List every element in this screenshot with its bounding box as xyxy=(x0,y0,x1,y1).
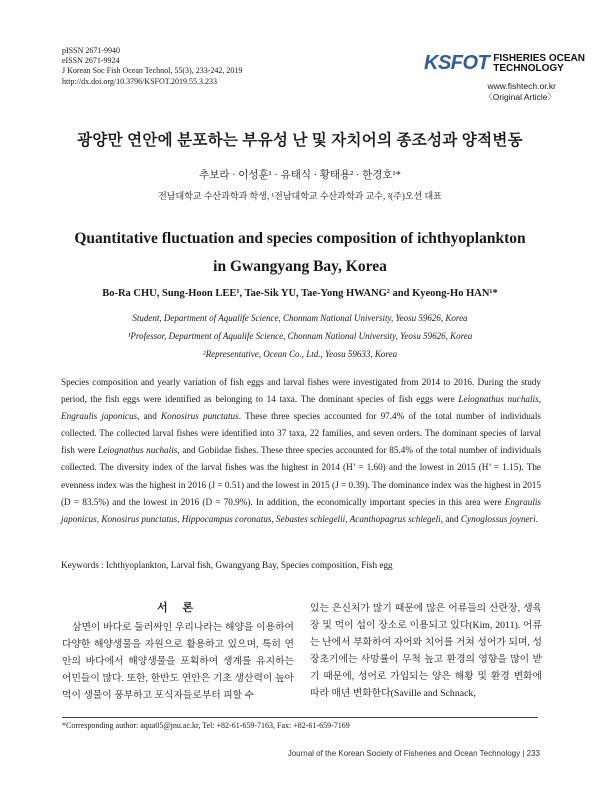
page-footer: Journal of the Korean Society of Fisheries and Ocean Technology | 233 xyxy=(287,749,540,758)
body-column-right xyxy=(310,600,542,703)
logo-wordmark xyxy=(493,54,585,74)
abstract-text: , and Gobiidae fishes. These three species accounted for 85.4% of the total number of individuals collected. The diversity index of the larval fishes was the highest in 2014 (H’ = 1.60) and the lowest in 2015 (H’ = 1.15). The evenness index was the highest in 2016 (J = 0.51) and the lowest in 2015 (J = 0.39). The dominance index was the highest in 2015 (D = 83.5%) and the lowest in 2016 (D = 70.9%). In addition, the economically important species in this area were xyxy=(61,445,541,507)
english-title: Quantitative fluctuation and species composition of ichthyoplankton in Gwangyang Bay, Korea xyxy=(74,230,526,275)
journal-logo-block xyxy=(424,52,585,103)
body-column-left xyxy=(62,600,294,705)
abstract-text: and xyxy=(443,513,461,524)
abstract xyxy=(61,374,541,528)
species-name: Leiognathus nuchalis xyxy=(98,445,178,456)
journal-url[interactable]: www.fishtech.or.kr xyxy=(487,81,556,91)
body-paragraph-left: 삼면이 바다로 둘러싸인 우리나라는 해양을 이용하여 다양한 해양생물을 자원으로 활용하고 있으며, 특히 연안의 바다에서 해양생물을 포획하여 생계를 유지하는 어민들이 많다. 또한, 한반도 연안은 기초 생산력이 높아 먹이 생물이 풍부하고 포식자들로부터 피할 수 xyxy=(62,622,294,702)
abstract-text: , xyxy=(538,394,541,405)
logo-line2: TECHNOLOGY xyxy=(493,62,564,74)
affiliation-2: ¹Professor, Department of Aqualife Science, Chonnam National University, Yeosu 59626, Korea xyxy=(127,331,473,341)
affiliation-3: ²Representative, Ocean Co., Ltd., Yeosu 59633, Korea xyxy=(202,349,398,359)
korean-title: 광양만 연안에 분포하는 부유성 난 및 자치어의 종조성과 양적변동 xyxy=(77,132,523,149)
pissn: pISSN 2671-9940 xyxy=(62,46,121,55)
journal-logo xyxy=(424,52,585,75)
species-name: Cynoglossus joyneri xyxy=(460,513,536,524)
species-name: Konosirus punctatus xyxy=(161,411,239,422)
footnote-divider xyxy=(62,717,538,718)
article-type: 〈Original Article〉 xyxy=(484,92,556,102)
logo-line1: FISHERIES OCEAN xyxy=(493,52,585,64)
keywords: Keywords : Ichthyoplankton, Larval fish, Gwangyang Bay, Species composition, Fish egg xyxy=(61,560,393,570)
abstract-text: . These three species accounted for 97.4% of the total number of individuals collected. The collected larval fishes were identified into 37 taxa, 22 families, and seven orders. The dominant species of larval fish were xyxy=(61,411,542,456)
logo-mark: KSFOT xyxy=(424,52,490,74)
section-heading-introduction: 서 론 xyxy=(156,602,199,614)
citation: J Korean Soc Fish Ocean Technol, 55(3), 233-242, 2019 xyxy=(62,66,243,76)
affiliation-1: Student, Department of Aqualife Science, Chonnam National University, Yeosu 59626, Korea xyxy=(132,313,468,323)
korean-authors: 추보라 · 이성훈¹ · 유태식 · 황태용² · 한경호¹* xyxy=(199,170,401,181)
corresponding-author-footnote: *Corresponding author: aqua05@jnu.ac.kr, Tel: +82-61-659-7163, Fax: +82-61-659-7169 xyxy=(62,721,350,730)
doi-link[interactable]: http://dx.doi.org/10.3796/KSFOT.2019.55.3.233 xyxy=(62,76,218,86)
species-name: Engraulis japonicus xyxy=(61,411,138,422)
body-paragraph-right: 있는 은신처가 많기 때문에 많은 어류들의 산란장, 생육장 및 먹이 섭이 장소로 이용되고 있다(Kim, 2011). 어류는 난에서 부화하여 자어와 치어를 거쳐 성어가 되며, 성장초기에는 사망률이 무척 높고 환경의 영향을 많이 받기 때문에, 성어로 가입되는 양은 해황 및 환경 변화에 따라 매년 변화한다(Saville and Schnack, xyxy=(310,603,542,700)
english-authors: Bo-Ra CHU, Sung-Hoon LEE¹, Tae-Sik YU, Tae-Yong HWANG² and Kyeong-Ho HAN¹* xyxy=(102,288,498,299)
species-name: Engraulis japonicus, Konosirus punctatus, Hippocampus coronatus, Sebastes schlegelii, Acanthopagrus schlegeli, xyxy=(61,496,541,524)
abstract-text: . xyxy=(535,513,538,524)
abstract-text: Species composition and yearly variation of fish eggs and larval fishes were investigated from 2014 to 2016. During the study period, the fish eggs were identified as belonging to 14 taxa. The dominant species of fish eggs were xyxy=(61,377,541,405)
korean-affiliation: 전남대학교 수산과학과 학생, ¹전남대학교 수산과학과 교수, ²(주)오션 대표 xyxy=(158,191,442,201)
species-name: Leiognathus nuchalis xyxy=(458,394,539,405)
journal-meta xyxy=(62,46,392,87)
abstract-text: , and xyxy=(137,411,162,422)
eissn: eISSN 2671-9924 xyxy=(62,56,120,66)
